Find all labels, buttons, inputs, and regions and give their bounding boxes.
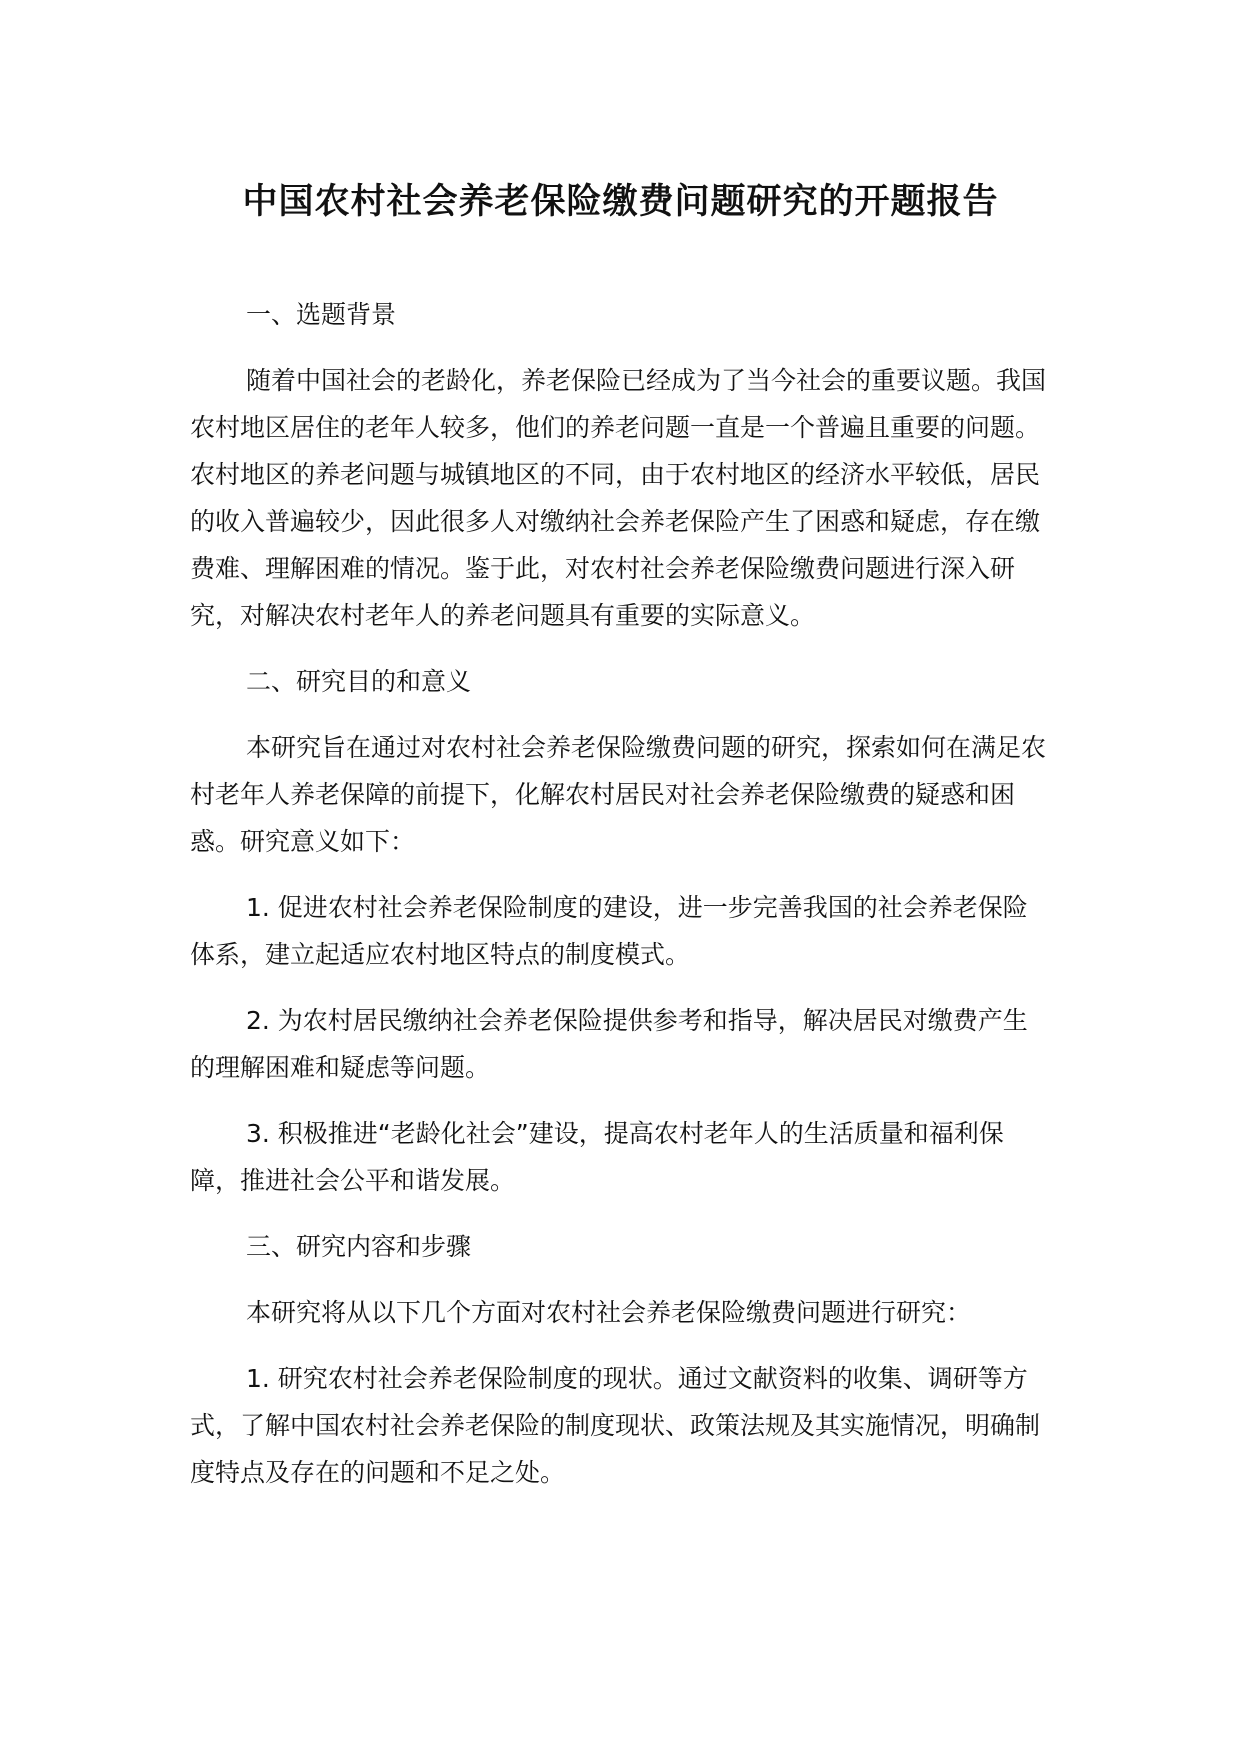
document-body — [190, 291, 1050, 1515]
list-item: 1. 促进农村社会养老保险制度的建设，进一步完善我国的社会养老保险体系，建立起适应农村地区特点的制度模式。 — [190, 893, 1028, 969]
section-purpose — [190, 658, 1050, 1204]
list-item: 3. 积极推进“老龄化社会”建设，提高农村老年人的生活质量和福利保障，推进社会公平和谐发展。 — [190, 1119, 1004, 1195]
section-heading: 一、选题背景 — [246, 300, 397, 329]
section-content-steps — [190, 1223, 1050, 1496]
document-title: 中国农村社会养老保险缴费问题研究的开题报告 — [242, 182, 999, 222]
section-heading: 二、研究目的和意义 — [246, 667, 472, 696]
list-item: 2. 为农村居民缴纳社会养老保险提供参考和指导，解决居民对缴费产生的理解困难和疑虑等问题。 — [190, 1006, 1028, 1082]
paragraph: 本研究将从以下几个方面对农村社会养老保险缴费问题进行研究： — [246, 1298, 972, 1327]
paragraph: 本研究旨在通过对农村社会养老保险缴费问题的研究，探索如何在满足农村老年人养老保障的前提下，化解农村居民对社会养老保险缴费的疑惑和困惑。研究意义如下： — [190, 733, 1047, 856]
list-item: 1. 研究农村社会养老保险制度的现状。通过文献资料的收集、调研等方式，了解中国农村社会养老保险的制度现状、政策法规及其实施情况，明确制度特点及存在的问题和不足之处。 — [190, 1364, 1041, 1487]
section-heading: 三、研究内容和步骤 — [246, 1232, 472, 1261]
paragraph: 随着中国社会的老龄化，养老保险已经成为了当今社会的重要议题。我国农村地区居住的老年人较多，他们的养老问题一直是一个普遍且重要的问题。农村地区的养老问题与城镇地区的不同，由于农村地区的经济水平较低，居民的收入普遍较少，因此很多人对缴纳社会养老保险产生了困惑和疑虑，存在缴费难、理解困难的情况。鉴于此，对农村社会养老保险缴费问题进行深入研究，对解决农村老年人的养老问题具有重要的实际意义。 — [190, 366, 1047, 630]
section-background — [190, 291, 1050, 639]
